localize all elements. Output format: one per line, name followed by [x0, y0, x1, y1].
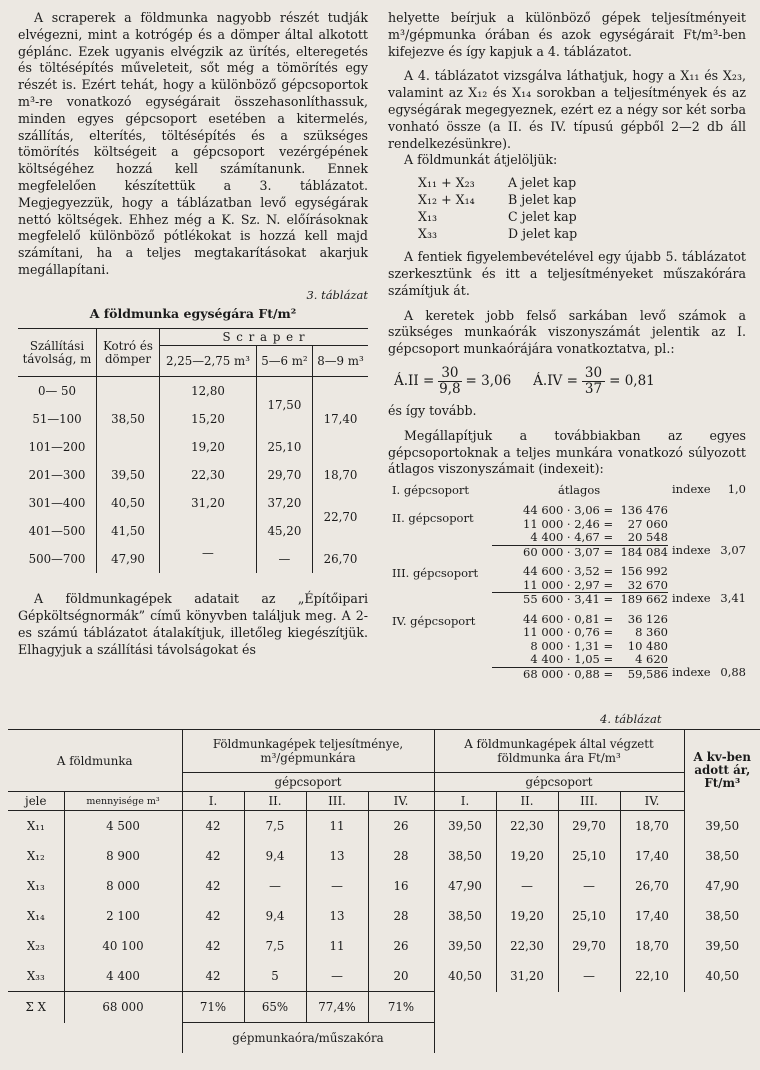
calc-line: 44 600 · 3,52 = 156 992 [523, 564, 668, 579]
list-item [418, 192, 746, 209]
t4-cell-kv: 39,50 [705, 818, 740, 833]
t4-cell-perf: 28 [368, 901, 434, 931]
t4-cell-perf: 42 [182, 841, 244, 871]
t4-cell-price: 26,70 [620, 871, 684, 901]
t4-header-roman: I. [434, 792, 496, 811]
calc-line: 44 600 · 3,06 = 136 476 [523, 503, 668, 518]
t4-cell-price: 38,50 [434, 841, 496, 871]
t4-cell-price: 38,50 [434, 901, 496, 931]
assign-label: A jelet kap [508, 175, 577, 191]
t4-cell-perf: 9,4 [244, 901, 306, 931]
group-index-value: 0,88 [720, 665, 746, 680]
table4 [8, 729, 760, 1053]
t3-cell: 19,20 [160, 433, 257, 461]
t4-header-menny: mennyisége m³ [64, 792, 182, 811]
calc-line: 4 400 · 1,05 = 4 620 [530, 652, 668, 667]
t4-sum-menny: 68 000 [64, 992, 182, 1023]
group-4 [388, 613, 746, 682]
t4-footer: gépmunkaóra/műszakóra [182, 1023, 434, 1054]
t4-cell-perf: 26 [368, 931, 434, 961]
list-item [418, 209, 746, 226]
assign-term: X₁₁ + X₂₃ [418, 175, 475, 191]
table-row-sum [8, 992, 760, 1023]
t4-cell-perf: 42 [182, 811, 244, 842]
t4-header-roman: III. [306, 792, 368, 811]
t4-cell-jele: X₃₃ [8, 961, 64, 992]
t4-cell-perf: 11 [306, 811, 368, 842]
group-lines [492, 504, 668, 559]
numerator: 30 [582, 366, 605, 382]
t4-header-fold: A földmunka [8, 730, 182, 792]
t3-cell: 51—100 [18, 405, 97, 433]
t4-cell-kv: 38,50 [705, 849, 740, 863]
table-row [8, 901, 760, 931]
t3-cell: 15,20 [160, 405, 257, 433]
t3-header-s2: 5—6 m² [256, 346, 312, 377]
t4-cell-perf: 13 [306, 901, 368, 931]
t3-cell: 41,50 [97, 517, 160, 545]
table-row [8, 841, 760, 871]
t3-cell [97, 377, 160, 406]
right-paragraph-3: A földmunkát átjelöljük: [404, 152, 558, 168]
t3-cell: 0— 50 [18, 377, 97, 406]
right-paragraph-6: és így tovább. [388, 402, 477, 418]
t4-cell-price: 29,70 [558, 811, 620, 842]
t4-cell-menny: 4 500 [64, 811, 182, 842]
calc-total: 68 000 · 0,88 = 59,586 [492, 667, 668, 682]
formula-label: Á.IV = [533, 373, 578, 390]
group-1 [388, 482, 746, 498]
t3-header-kotro: Kotró és dömper [97, 329, 160, 377]
t4-cell-price: 29,70 [558, 931, 620, 961]
table-row-footer [8, 1023, 760, 1054]
t4-sum-perf: 71% [182, 992, 244, 1023]
left-paragraph-2: A földmunkagépek adatait az „Építőipari Gépköltségnormák” című könyvben találjuk meg. A 2-es számú táblázatot átalakítjuk, illetőleg kiegészítjük. Elhagyjuk a szállítási távolságokat és [18, 591, 368, 657]
group-label: III. gépcsoport [392, 566, 479, 581]
t4-cell-menny: 4 400 [64, 961, 182, 992]
calc-line: 11 000 · 2,97 = 32 670 [523, 577, 668, 592]
formula [388, 366, 746, 397]
t4-cell-price: — [496, 871, 558, 901]
t4-header-roman: IV. [368, 792, 434, 811]
assign-term: X₁₃ [418, 209, 438, 225]
t3-cell: 101—200 [18, 433, 97, 461]
t4-cell-perf: — [306, 961, 368, 992]
t3-cell: 47,90 [97, 545, 160, 573]
right-paragraph-1: helyette beírjuk a különböző gépek teljesítményeit m³/gépmunka órában és azok egységárait Ft/m³-ben kifejezve és így kapjuk a 4. táblázatot. [388, 10, 746, 59]
t4-cell-menny: 40 100 [64, 931, 182, 961]
t4-cell-price: 25,10 [558, 901, 620, 931]
group-label: IV. gépcsoport [392, 613, 476, 628]
t3-cell: 29,70 [256, 461, 312, 489]
table-row [18, 545, 368, 573]
table-row [8, 931, 760, 961]
assign-label: C jelet kap [508, 209, 577, 225]
t3-cell [97, 433, 160, 461]
t4-header-roman: I. [182, 792, 244, 811]
calc-total: 60 000 · 3,07 = 184 084 [492, 545, 668, 560]
t3-cell: 17,40 [323, 411, 358, 426]
t4-cell-price: 22,30 [496, 811, 558, 842]
t4-cell-price: 17,40 [620, 841, 684, 871]
t4-header-roman: II. [244, 792, 306, 811]
calc-line: 11 000 · 0,76 = 8 360 [523, 625, 668, 640]
group-index-value: 3,41 [720, 590, 746, 605]
table-row [18, 489, 368, 517]
t4-cell-perf: — [306, 871, 368, 901]
table-row [8, 871, 760, 901]
t3-cell: 40,50 [97, 489, 160, 517]
t4-header-roman: IV. [620, 792, 684, 811]
t4-cell-kv: 38,50 [705, 909, 740, 923]
t3-cell: — [256, 545, 312, 573]
group-3 [388, 565, 746, 607]
denominator: 37 [584, 380, 603, 397]
t4-cell-price: 18,70 [620, 811, 684, 842]
t4-cell-perf: 20 [368, 961, 434, 992]
table3-title: A földmunka egységára Ft/m² [89, 305, 297, 321]
table-row [8, 811, 760, 842]
formula-result: = 0,81 [609, 373, 655, 390]
index-calculations [388, 482, 746, 681]
group-index-label: indexe [672, 543, 711, 558]
t4-cell-jele: X₁₄ [8, 901, 64, 931]
numerator: 30 [438, 366, 461, 382]
t3-header-s3: 8—9 m³ [312, 346, 368, 377]
t4-cell-perf: 42 [182, 931, 244, 961]
t4-cell-perf: — [244, 871, 306, 901]
t3-cell: 22,30 [160, 461, 257, 489]
t4-sum-perf: 77,4% [306, 992, 368, 1023]
group-index-value: 1,0 [727, 482, 746, 497]
assign-label: B jelet kap [508, 192, 577, 208]
fraction [582, 366, 605, 397]
t3-cell: 31,20 [160, 489, 257, 545]
t4-cell-menny: 8 900 [64, 841, 182, 871]
t4-cell-price: 39,50 [434, 931, 496, 961]
t4-empty [434, 1023, 760, 1054]
t4-header-roman: III. [558, 792, 620, 811]
t3-header-distance: Szállítási távolság, m [18, 329, 97, 377]
group-index-value: 3,07 [720, 543, 746, 558]
t4-cell-menny: 2 100 [64, 901, 182, 931]
t4-header-perf: Földmunkagépek teljesítménye, m³/gépmunkára [182, 730, 434, 773]
t4-cell-price: 19,20 [496, 841, 558, 871]
t4-header-price: A földmunkagépek által végzett földmunka ára Ft/m³ [434, 730, 684, 773]
group-index-label: indexe [672, 590, 711, 605]
t4-cell-perf: 7,5 [244, 811, 306, 842]
left-paragraph-1: A scraperek a földmunka nagyobb részét tudják elvégezni, mint a kotrógép és a dömper által alkotott géplánc. Ezek ugyanis elvégzik az ürítés, elteregetés és töltésépítés műveleteit, sőt még a tömörítés egy részét is. Ezért tehát, hogy a különböző gépcsoportok m³-re vonatkozó egységárait összehasonlíthassuk, minden egyes gépcsoport esetében a kitermelés, szállítás, elterítés, töltésépítés és a szükséges tömörítés költségeit a gépcsoport vezérgépének költségéhez hozzá kell számítanunk. Ennek megfelelően készítettük a 3. táblázatot. Megjegyezzük, hogy a táblázatban levő egységárak nettó költségek. Ehhez még a K. Sz. N. előírásoknak megfelelő különböző pótlékokat is hozzá kell majd számítani, ha a teljes megtakarításokat akarjuk megállapítani. [18, 10, 368, 277]
group-label: II. gépcsoport [392, 511, 474, 526]
right-paragraph-2: A 4. táblázatot vizsgálva láthatjuk, hogy a X₁₁ és X₂₃, valamint az X₁₂ és X₁₄ sorokban a teljesítmények és az egységárak megegyeznek, ezért ez a négy sor két sorba vonható össze (a II. és IV. típusú gépből 2—2 db áll rendelkezésünkre). [388, 68, 746, 151]
t4-header-group: gépcsoport [434, 773, 684, 792]
group-index-label: indexe [672, 482, 711, 497]
t3-cell: 37,20 [256, 489, 312, 517]
t4-cell-price: 31,20 [496, 961, 558, 992]
table-row [18, 377, 368, 406]
t4-header-roman: II. [496, 792, 558, 811]
t4-cell-jele: X₂₃ [8, 931, 64, 961]
t4-cell-price: — [558, 871, 620, 901]
t4-cell-price: 18,70 [620, 931, 684, 961]
t4-cell-perf: 42 [182, 961, 244, 992]
fraction [438, 366, 461, 397]
group-label: I. gépcsoport [392, 483, 470, 498]
t3-cell: 17,50 [256, 377, 312, 434]
t4-cell-kv: 47,90 [705, 879, 740, 893]
t4-cell-price: 19,20 [496, 901, 558, 931]
t4-cell-price: 25,10 [558, 841, 620, 871]
t4-cell-price: 39,50 [434, 811, 496, 842]
table-row [8, 961, 760, 992]
t4-header-group: gépcsoport [182, 773, 434, 792]
t4-cell-kv: 40,50 [705, 969, 740, 984]
table-row [18, 461, 368, 489]
t4-cell-jele: X₁₂ [8, 841, 64, 871]
t3-cell: 12,80 [160, 377, 257, 406]
right-column [388, 10, 746, 687]
t3-cell: 22,70 [323, 509, 358, 524]
t3-cell: — [160, 545, 257, 573]
t4-cell-price: 40,50 [434, 961, 496, 992]
formula-result: = 3,06 [465, 373, 512, 390]
t4-sum-perf: 65% [244, 992, 306, 1023]
right-paragraph-5: A keretek jobb felső sarkában levő számok a szükséges munkaórák viszonyszámát jelentik az I. gépcsoport munkaórájára vonatkoztatva, pl.: [388, 307, 746, 357]
t4-cell-kv: 39,50 [705, 939, 740, 953]
formula-label: Á.II = [394, 373, 435, 390]
t4-cell-price: 22,30 [496, 931, 558, 961]
list-item [418, 226, 746, 243]
t4-cell-perf: 42 [182, 901, 244, 931]
t4-cell-price: 47,90 [434, 871, 496, 901]
t3-header-scraper: S c r a p e r [160, 329, 369, 346]
t3-cell: 39,50 [97, 461, 160, 489]
denominator: 9,8 [439, 380, 461, 397]
t4-cell-perf: 42 [182, 871, 244, 901]
table3 [18, 328, 368, 573]
t4-cell-perf: 5 [244, 961, 306, 992]
calc-line: 11 000 · 2,46 = 27 060 [523, 516, 668, 531]
t4-cell-perf: 11 [306, 931, 368, 961]
t3-cell: 25,10 [256, 433, 312, 461]
t4-cell-perf: 26 [368, 811, 434, 842]
calc-total: 55 600 · 3,41 = 189 662 [492, 592, 668, 607]
assignment-list [418, 175, 746, 243]
table3-caption: 3. táblázat [306, 287, 368, 302]
group-index-label: indexe [672, 665, 711, 680]
t4-cell-price: — [558, 961, 620, 992]
t4-cell-perf: 13 [306, 841, 368, 871]
t3-cell: 45,20 [256, 517, 312, 545]
assign-term: X₁₂ + X₁₄ [418, 192, 475, 208]
calc-line: 44 600 · 0,81 = 36 126 [523, 611, 668, 626]
t3-cell: 401—500 [18, 517, 97, 545]
t4-empty [434, 992, 760, 1023]
t4-cell-perf: 16 [368, 871, 434, 901]
t3-cell: 18,70 [323, 467, 358, 482]
t4-header-kv: A kv-ben adott ár, Ft/m³ [684, 730, 760, 811]
group-lines [492, 565, 668, 607]
group-2 [388, 504, 746, 559]
group-lines [492, 613, 668, 682]
calc-line: 8 000 · 1,31 = 10 480 [530, 638, 668, 653]
list-item [418, 175, 746, 192]
t3-cell: 201—300 [18, 461, 97, 489]
t4-sum-label: Σ X [8, 992, 64, 1023]
t3-header-s1: 2,25—2,75 m³ [160, 346, 257, 377]
right-paragraph-7: Megállapítjuk a továbbiakban az egyes gépcsoportoknak a teljes munkára vonatkozó súlyozott átlagos viszonyszámait (indexeit): [388, 427, 746, 477]
t4-cell-price: 17,40 [620, 901, 684, 931]
calc-line: 4 400 · 4,67 = 20 548 [530, 530, 668, 545]
t4-empty [8, 1023, 182, 1054]
t4-cell-price: 22,10 [620, 961, 684, 992]
t4-cell-jele: X₁₃ [8, 871, 64, 901]
t3-cell: 301—400 [18, 489, 97, 517]
t3-cell: 38,50 [97, 405, 160, 433]
t4-header-jele: jele [8, 792, 64, 811]
t4-cell-menny: 8 000 [64, 871, 182, 901]
t3-cell: 26,70 [323, 551, 358, 566]
t4-cell-jele: X₁₁ [8, 811, 64, 842]
t4-cell-perf: 9,4 [244, 841, 306, 871]
table4-caption: 4. táblázat [600, 712, 662, 726]
left-column [18, 10, 368, 659]
t4-cell-perf: 28 [368, 841, 434, 871]
assign-label: D jelet kap [508, 226, 578, 242]
t3-cell: 500—700 [18, 545, 97, 573]
right-paragraph-4: A fentiek figyelembevételével egy újabb 5. táblázatot szerkesztünk és itt a teljesítményeket műszakórára számítjuk át. [388, 249, 746, 298]
group-mid: átlagos [558, 483, 601, 498]
t4-sum-perf: 71% [368, 992, 434, 1023]
t4-cell-perf: 7,5 [244, 931, 306, 961]
assign-term: X₃₃ [418, 226, 438, 242]
